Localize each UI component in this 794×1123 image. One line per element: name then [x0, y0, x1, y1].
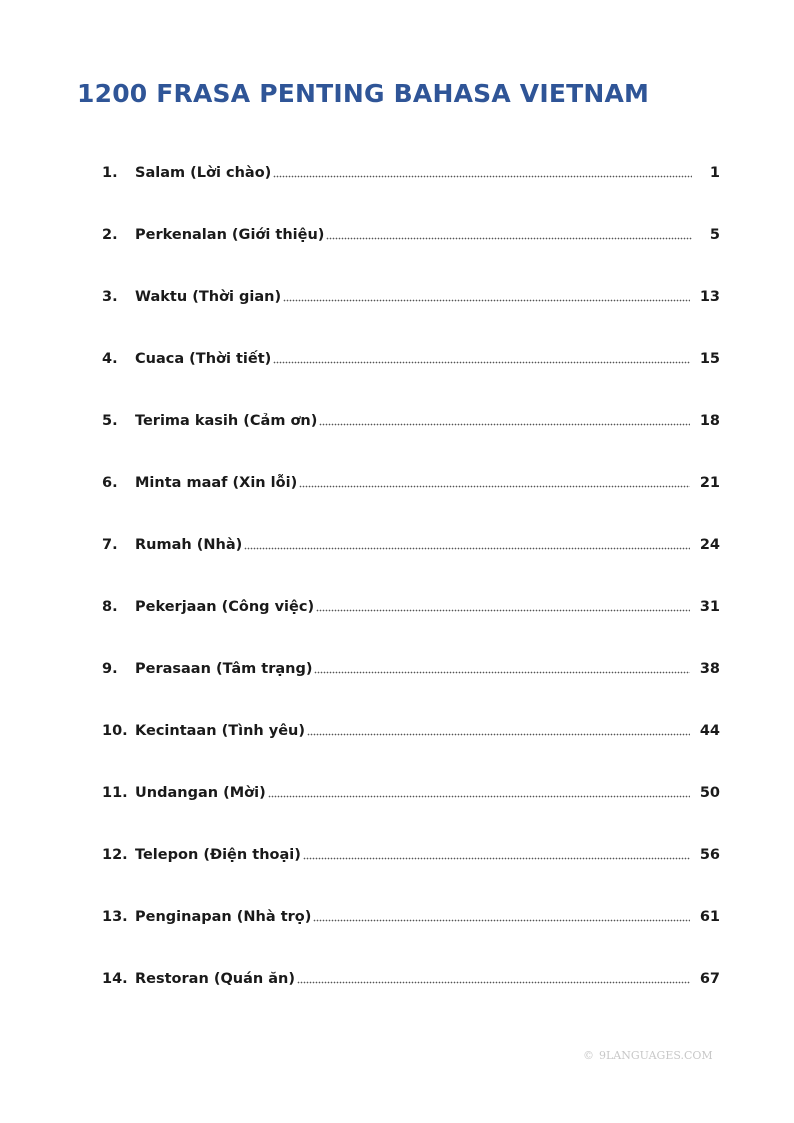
- toc-entry-number: 8.: [102, 599, 118, 615]
- toc-entry[interactable]: [102, 654, 720, 716]
- toc-entry-page: 67: [699, 971, 720, 987]
- table-of-contents: [102, 158, 720, 1026]
- toc-entry-title: Perasaan (Tâm trạng): [135, 661, 313, 677]
- toc-entry-page: 61: [699, 909, 720, 925]
- toc-entry-number: 1.: [102, 165, 118, 181]
- toc-entry-number: 12.: [102, 847, 128, 863]
- dot-leader: [299, 468, 690, 488]
- footer-copyright: [583, 1049, 713, 1062]
- toc-entry-title: Pekerjaan (Công việc): [135, 599, 315, 615]
- page-title: 1200 FRASA PENTING BAHASA VIETNAM: [77, 79, 650, 108]
- toc-entry-page: 24: [699, 537, 720, 553]
- dot-leader: [244, 530, 690, 550]
- toc-entry-number: 14.: [102, 971, 128, 987]
- toc-entry-page: 44: [699, 723, 720, 739]
- toc-entry-title: Minta maaf (Xin lỗi): [135, 475, 298, 491]
- toc-entry[interactable]: [102, 778, 720, 840]
- dot-leader: [307, 716, 690, 736]
- toc-entry[interactable]: [102, 902, 720, 964]
- toc-entry[interactable]: [102, 406, 720, 468]
- toc-entry-title: Kecintaan (Tình yêu): [135, 723, 305, 739]
- dot-leader: [313, 902, 689, 922]
- toc-entry-title: Undangan (Mời): [135, 785, 266, 801]
- dot-leader: [316, 592, 690, 612]
- toc-entry[interactable]: [102, 282, 720, 344]
- toc-entry-number: 6.: [102, 475, 118, 491]
- toc-entry-page: 13: [699, 289, 720, 305]
- toc-entry[interactable]: [102, 344, 720, 406]
- dot-leader: [283, 282, 690, 302]
- toc-entry[interactable]: [102, 220, 720, 282]
- toc-entry-number: 4.: [102, 351, 118, 367]
- toc-entry-title: Terima kasih (Cảm ơn): [135, 413, 318, 429]
- toc-entry-page: 1: [709, 165, 720, 181]
- toc-entry-title: Penginapan (Nhà trọ): [135, 909, 312, 925]
- dot-leader: [268, 778, 690, 798]
- toc-entry-page: 5: [709, 227, 720, 243]
- toc-entry-number: 3.: [102, 289, 118, 305]
- dot-leader: [319, 406, 689, 426]
- toc-entry-number: 2.: [102, 227, 118, 243]
- toc-entry-page: 18: [699, 413, 720, 429]
- toc-entry[interactable]: [102, 716, 720, 778]
- toc-entry-page: 15: [699, 351, 720, 367]
- toc-entry-title: Waktu (Thời gian): [135, 289, 282, 305]
- toc-entry-page: 38: [699, 661, 720, 677]
- toc-entry-title: Telepon (Điện thoại): [135, 847, 301, 863]
- toc-entry[interactable]: [102, 158, 720, 220]
- toc-entry-page: 31: [699, 599, 720, 615]
- toc-entry-number: 9.: [102, 661, 118, 677]
- dot-leader: [297, 964, 690, 984]
- dot-leader: [326, 220, 692, 240]
- toc-entry[interactable]: [102, 964, 720, 1026]
- toc-entry-title: Rumah (Nhà): [135, 537, 243, 553]
- toc-entry[interactable]: [102, 530, 720, 592]
- dot-leader: [273, 344, 690, 364]
- toc-entry-page: 50: [699, 785, 720, 801]
- toc-entry-number: 10.: [102, 723, 128, 739]
- footer-text: 9LANGUAGES.COM: [599, 1049, 713, 1062]
- dot-leader: [314, 654, 689, 674]
- toc-entry-number: 11.: [102, 785, 128, 801]
- copyright-icon: ©: [583, 1049, 594, 1062]
- toc-entry-page: 21: [699, 475, 720, 491]
- toc-entry-title: Salam (Lời chào): [135, 165, 272, 181]
- toc-entry[interactable]: [102, 592, 720, 654]
- toc-entry[interactable]: [102, 840, 720, 902]
- toc-entry-number: 7.: [102, 537, 118, 553]
- toc-entry-title: Restoran (Quán ăn): [135, 971, 295, 987]
- toc-entry[interactable]: [102, 468, 720, 530]
- toc-entry-page: 56: [699, 847, 720, 863]
- dot-leader: [303, 840, 690, 860]
- toc-entry-title: Cuaca (Thời tiết): [135, 351, 272, 367]
- toc-entry-title: Perkenalan (Giới thiệu): [135, 227, 325, 243]
- toc-entry-number: 5.: [102, 413, 118, 429]
- toc-entry-number: 13.: [102, 909, 128, 925]
- dot-leader: [273, 158, 692, 178]
